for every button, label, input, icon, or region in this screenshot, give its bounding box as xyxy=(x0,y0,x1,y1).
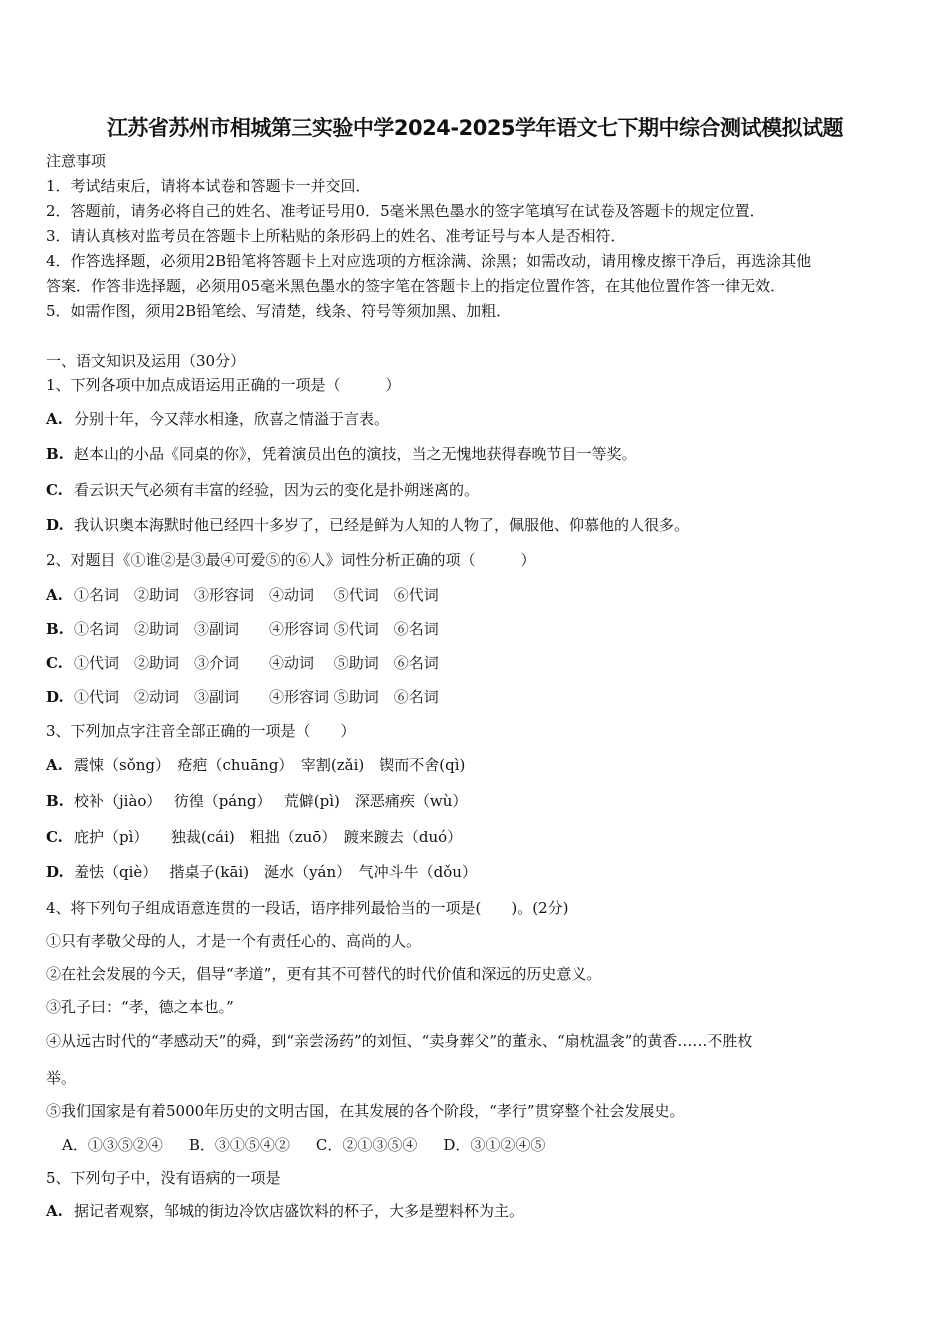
option-label: B. xyxy=(46,620,64,638)
option-label: A. xyxy=(46,586,63,604)
question-1-option-a xyxy=(46,409,389,429)
option-label: D. xyxy=(46,688,64,706)
question-2-option-d xyxy=(46,687,439,707)
question-4-option-a: A．①③⑤②④ xyxy=(62,1136,163,1154)
option-label: C. xyxy=(46,828,63,846)
question-4-stem: 4、将下列句子组成语意连贯的一段话，语序排列最恰当的一项是( )。(2分) xyxy=(46,899,569,917)
exam-title: 江苏省苏州市相城第三实验中学2024-2025学年语文七下期中综合测试模拟试题 xyxy=(106,116,844,140)
option-text: 校补（jiào） 彷徨（páng） 荒僻(pì) 深恶痛疾（wù） xyxy=(74,792,468,810)
question-4-option-b: B．③①⑤④② xyxy=(188,1136,290,1154)
question-2-option-a xyxy=(46,585,439,605)
option-text: 分别十年，今又萍水相逢，欣喜之情溢于言表。 xyxy=(74,410,390,428)
notice-item-3: 3．请认真核对监考员在答题卡上所粘贴的条形码上的姓名、准考证号与本人是否相符． xyxy=(46,227,626,245)
question-2-option-c xyxy=(46,653,439,673)
option-text: 庇护（pì） 独裁(cái) 粗拙（zuō） 踱来踱去（duó） xyxy=(74,828,463,846)
option-text: ①名词 ②助词 ③副词 ④形容词 ⑤代词 ⑥名词 xyxy=(74,620,439,638)
option-text: 看云识天气必须有丰富的经验，因为云的变化是扑朔迷离的。 xyxy=(74,481,480,499)
question-2-option-b xyxy=(46,619,439,639)
question-3-option-c xyxy=(46,827,462,847)
question-4-option-d: D．③①②④⑤ xyxy=(443,1136,546,1154)
question-4-sentence-2: ②在社会发展的今天，倡导“孝道”，更有其不可替代的时代价值和深远的历史意义。 xyxy=(46,965,602,983)
question-4-sentence-3: ③孔子曰：“孝，德之本也。” xyxy=(46,998,234,1016)
question-4-option-c: C．②①③⑤④ xyxy=(315,1136,418,1154)
notice-item-2: 2．答题前，请务必将自己的姓名、准考证号用0．5毫米黑色墨水的签字笔填写在试卷及答题卡的规定位置． xyxy=(46,202,765,220)
question-5-stem: 5、下列句子中，没有语病的一项是 xyxy=(46,1169,281,1187)
option-label: A. xyxy=(46,756,63,774)
question-1-option-b xyxy=(46,444,637,464)
question-4-sentence-1: ①只有孝敬父母的人，才是一个有责任心的、高尚的人。 xyxy=(46,932,422,950)
notice-heading: 注意事项 xyxy=(46,152,107,170)
question-1-option-d xyxy=(46,515,689,535)
option-label: D. xyxy=(46,516,64,534)
question-1-option-c xyxy=(46,480,479,500)
notice-item-4-continued: 答案．作答非选择题，必须用05毫米黑色墨水的签字笔在答题卡上的指定位置作答，在其他位置作答一律无效． xyxy=(46,277,786,295)
question-5-option-a xyxy=(46,1201,524,1221)
option-label: A. xyxy=(46,1202,63,1220)
option-label: C. xyxy=(46,654,63,672)
question-4-sentence-4: ④从远古时代的“孝感动天”的舜，到“亲尝汤药”的刘恒、“卖身葬父”的董永、“扇枕温衾”的黄香……不胜枚 xyxy=(46,1032,753,1050)
question-3-stem: 3、下列加点字注音全部正确的一项是（ ） xyxy=(46,722,356,740)
option-text: 据记者观察，邹城的街边冷饮店盛饮料的杯子，大多是塑料杯为主。 xyxy=(74,1202,525,1220)
option-label: D. xyxy=(46,863,64,881)
question-1-stem: 1、下列各项中加点成语运用正确的一项是（ ） xyxy=(46,376,401,394)
option-text: ①代词 ②动词 ③副词 ④形容词 ⑤助词 ⑥名词 xyxy=(74,688,439,706)
question-4-options xyxy=(62,1135,571,1155)
option-label: A. xyxy=(46,410,63,428)
option-text: 羞怯（qiè） 揩桌子(kāi) 涎水（yán） 气冲斗牛（dǒu） xyxy=(74,863,477,881)
notice-item-5: 5．如需作图，须用2B铅笔绘、写清楚，线条、符号等须加黑、加粗． xyxy=(46,302,512,320)
question-4-sentence-5: ⑤我们国家是有着5000年历史的文明古国，在其发展的各个阶段，“孝行”贯穿整个社会发展史。 xyxy=(46,1102,685,1120)
notice-item-4: 4．作答选择题，必须用2B铅笔将答题卡上对应选项的方框涂满、涂黑；如需改动，请用橡皮擦干净后，再选涂其他 xyxy=(46,252,812,270)
option-text: 我认识奥本海默时他已经四十多岁了，已经是鲜为人知的人物了，佩服他、仰慕他的人很多。 xyxy=(74,516,690,534)
option-text: ①名词 ②助词 ③形容词 ④动词 ⑤代词 ⑥代词 xyxy=(74,586,439,604)
option-label: B. xyxy=(46,445,64,463)
question-3-option-a xyxy=(46,755,465,775)
notice-item-1: 1．考试结束后，请将本试卷和答题卡一并交回． xyxy=(46,177,371,195)
section-heading: 一、语文知识及运用（30分） xyxy=(46,352,246,370)
option-label: C. xyxy=(46,481,63,499)
option-label: B. xyxy=(46,792,64,810)
question-3-option-b xyxy=(46,791,467,811)
question-3-option-d xyxy=(46,862,477,882)
option-text: ①代词 ②助词 ③介词 ④动词 ⑤助词 ⑥名词 xyxy=(74,654,439,672)
option-text: 震悚（sǒng） 疮疤（chuāng） 宰割(zǎi) 锲而不舍(qì) xyxy=(74,756,466,774)
question-4-sentence-4-continued: 举。 xyxy=(46,1069,77,1087)
question-2-stem: 2、对题目《①谁②是③最④可爱⑤的⑥人》词性分析正确的项（ ） xyxy=(46,551,536,569)
option-text: 赵本山的小品《同桌的你》，凭着演员出色的演技，当之无愧地获得春晚节目一等奖。 xyxy=(74,445,637,463)
